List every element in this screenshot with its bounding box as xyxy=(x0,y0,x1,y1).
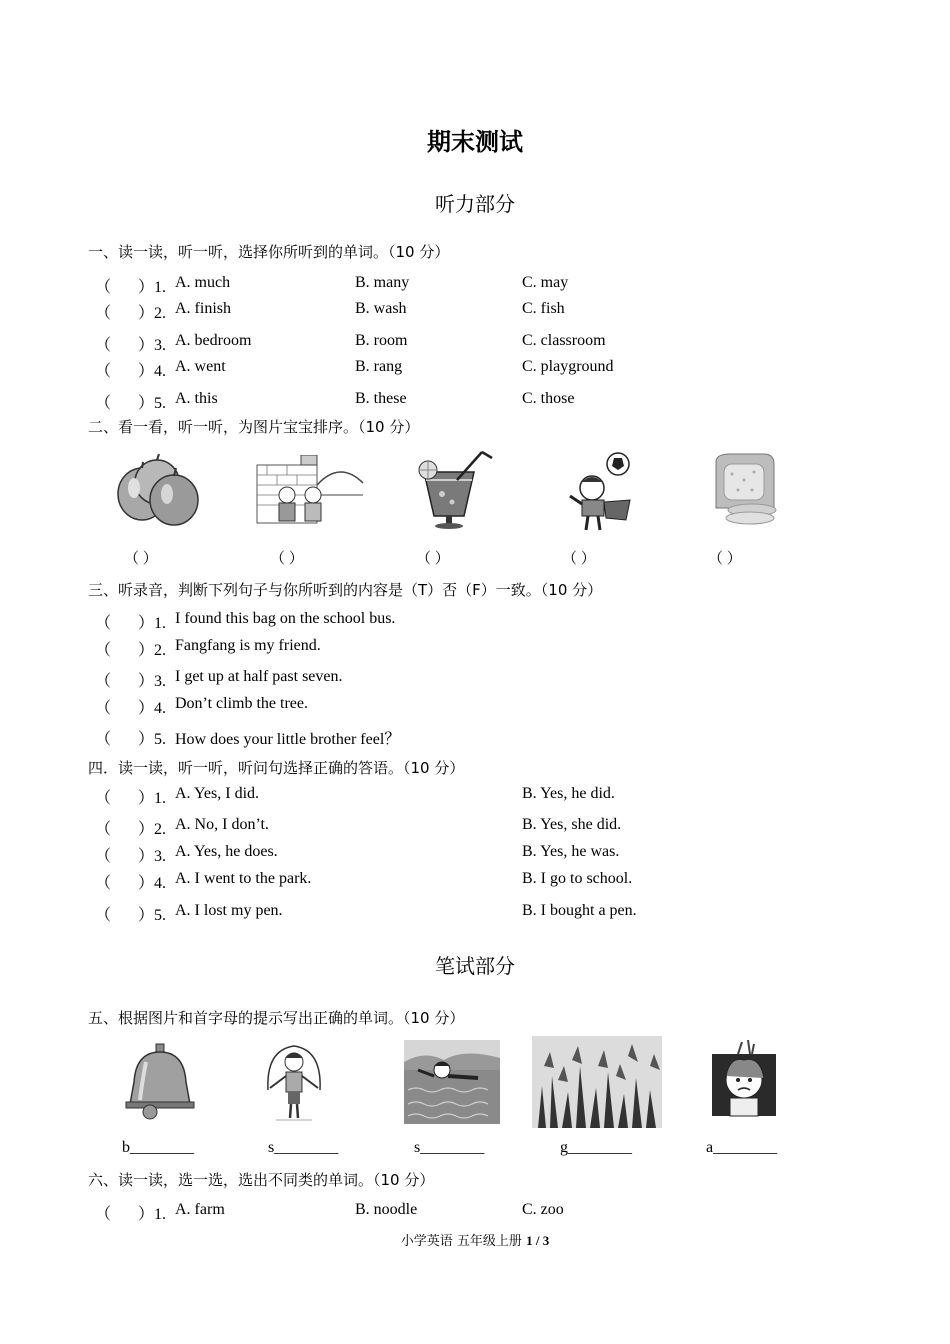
question-number: ）1. xyxy=(138,1206,167,1223)
option-c: C. may xyxy=(522,274,569,291)
apples-picture xyxy=(112,452,202,528)
option-c: C. zoo xyxy=(522,1201,564,1218)
statement-text: How does your little brother feel？ xyxy=(175,731,401,748)
swimming-picture xyxy=(404,1040,500,1124)
picture-order-paren: （ ） xyxy=(124,551,158,567)
picture-order-paren: （ ） xyxy=(270,551,304,567)
option-c: C. classroom xyxy=(522,332,606,349)
option-a: A. bedroom xyxy=(175,332,252,349)
section-1-heading: 一、读一读，听一听，选择你所听到的单词。（10 分） xyxy=(88,243,450,261)
option-a: A. Yes, I did. xyxy=(175,785,260,802)
answer-paren: （ xyxy=(95,821,112,838)
word-blank[interactable]: g________ xyxy=(560,1139,632,1156)
option-c: C. fish xyxy=(522,300,565,317)
statement-row xyxy=(0,726,950,748)
statement-row xyxy=(0,668,950,690)
section-4-heading: 四．读一读，听一听，听问句选择正确的答语。（10 分） xyxy=(88,759,465,777)
statement-row xyxy=(0,610,950,632)
option-b: B. noodle xyxy=(355,1201,418,1218)
juice-picture xyxy=(412,450,496,532)
page-number: 1 / 3 xyxy=(526,1233,550,1248)
question-row xyxy=(0,274,950,296)
option-b: B. Yes, he did. xyxy=(522,785,615,802)
answer-paren: （ xyxy=(95,337,112,354)
angry-girl-picture xyxy=(708,1040,780,1124)
question-row xyxy=(0,843,950,865)
option-a: A. much xyxy=(175,274,231,291)
footer-text: 小学英语 五年级上册 xyxy=(400,1234,522,1249)
option-b: B. I go to school. xyxy=(522,870,633,887)
option-a: A. went xyxy=(175,358,226,375)
question-number: ）5. xyxy=(138,907,167,924)
listening-part-title: 听力部分 xyxy=(435,192,515,216)
section-2-heading: 二、看一看，听一听，为图片宝宝排序。（10 分） xyxy=(88,418,420,436)
option-b: B. Yes, he was. xyxy=(522,843,620,860)
question-row xyxy=(0,816,950,838)
question-number: ）1. xyxy=(138,279,167,296)
statement-row xyxy=(0,637,950,659)
question-row xyxy=(0,300,950,322)
answer-paren: （ xyxy=(95,700,112,717)
football-boy-picture xyxy=(564,452,636,532)
answer-paren: （ xyxy=(95,731,112,748)
question-row xyxy=(0,332,950,354)
question-row xyxy=(0,902,950,924)
question-row xyxy=(0,358,950,380)
answer-paren: （ xyxy=(95,642,112,659)
option-a: A. this xyxy=(175,390,218,407)
answer-paren: （ xyxy=(95,363,112,380)
question-number: ）2. xyxy=(138,642,167,659)
bell-picture xyxy=(116,1042,204,1122)
option-a: A. finish xyxy=(175,300,231,317)
answer-paren: （ xyxy=(95,615,112,632)
option-a: A. No, I don’t. xyxy=(175,816,269,833)
picture-order-paren: （ ） xyxy=(562,551,596,567)
page-title: 期末测试 xyxy=(427,128,523,156)
option-a: A. Yes, he does. xyxy=(175,843,278,860)
word-blank[interactable]: s________ xyxy=(268,1139,339,1156)
question-number: ）3. xyxy=(138,673,167,690)
answer-paren: （ xyxy=(95,279,112,296)
option-a: A. I lost my pen. xyxy=(175,902,283,919)
word-blank[interactable]: s________ xyxy=(414,1139,485,1156)
option-b: B. many xyxy=(355,274,410,291)
picture-order-paren: （ ） xyxy=(416,551,450,567)
question-number: ）2. xyxy=(138,305,167,322)
option-c: C. those xyxy=(522,390,575,407)
section-3-heading: 三、听录音，判断下列句子与你所听到的内容是（T）否（F）一致。（10 分） xyxy=(88,581,603,599)
answer-paren: （ xyxy=(95,848,112,865)
question-number: ）3. xyxy=(138,337,167,354)
writing-part-title: 笔试部分 xyxy=(435,954,515,978)
statement-row xyxy=(0,695,950,717)
section-6-heading: 六、读一读，选一选，选出不同类的单词。（10 分） xyxy=(88,1171,435,1189)
statement-text: I found this bag on the school bus. xyxy=(175,610,396,627)
question-number: ）1. xyxy=(138,615,167,632)
option-b: B. these xyxy=(355,390,407,407)
option-b: B. rang xyxy=(355,358,403,375)
answer-paren: （ xyxy=(95,305,112,322)
picture-order-paren: （ ） xyxy=(708,551,742,567)
question-row xyxy=(0,390,950,412)
answer-paren: （ xyxy=(95,1206,112,1223)
answer-paren: （ xyxy=(95,673,112,690)
option-b: B. wash xyxy=(355,300,407,317)
statement-text: Don’t climb the tree. xyxy=(175,695,308,712)
bread-picture xyxy=(708,452,780,528)
answer-paren: （ xyxy=(95,907,112,924)
answer-paren: （ xyxy=(95,875,112,892)
answer-paren: （ xyxy=(95,790,112,807)
grass-picture xyxy=(532,1036,662,1128)
statement-text: I get up at half past seven. xyxy=(175,668,343,685)
option-b: B. room xyxy=(355,332,408,349)
option-c: C. playground xyxy=(522,358,614,375)
word-blank[interactable]: a________ xyxy=(706,1139,778,1156)
question-row xyxy=(0,870,950,892)
option-a: A. I went to the park. xyxy=(175,870,312,887)
answer-paren: （ xyxy=(95,395,112,412)
question-number: ）2. xyxy=(138,821,167,838)
page-footer xyxy=(0,1230,950,1249)
option-b: B. I bought a pen. xyxy=(522,902,637,919)
question-number: ）4. xyxy=(138,700,167,717)
statement-text: Fangfang is my friend. xyxy=(175,637,321,654)
question-row xyxy=(0,1201,950,1223)
question-number: ）5. xyxy=(138,731,167,748)
question-number: ）4. xyxy=(138,875,167,892)
question-number: ）1. xyxy=(138,790,167,807)
children-school-picture xyxy=(255,455,365,527)
word-blank[interactable]: b________ xyxy=(122,1139,194,1156)
section-5-heading: 五、根据图片和首字母的提示写出正确的单词。（10 分） xyxy=(88,1009,465,1027)
option-a: A. farm xyxy=(175,1201,225,1218)
skipping-girl-picture xyxy=(262,1040,326,1124)
question-number: ）3. xyxy=(138,848,167,865)
question-number: ）5. xyxy=(138,395,167,412)
question-number: ）4. xyxy=(138,363,167,380)
option-b: B. Yes, she did. xyxy=(522,816,622,833)
question-row xyxy=(0,785,950,807)
